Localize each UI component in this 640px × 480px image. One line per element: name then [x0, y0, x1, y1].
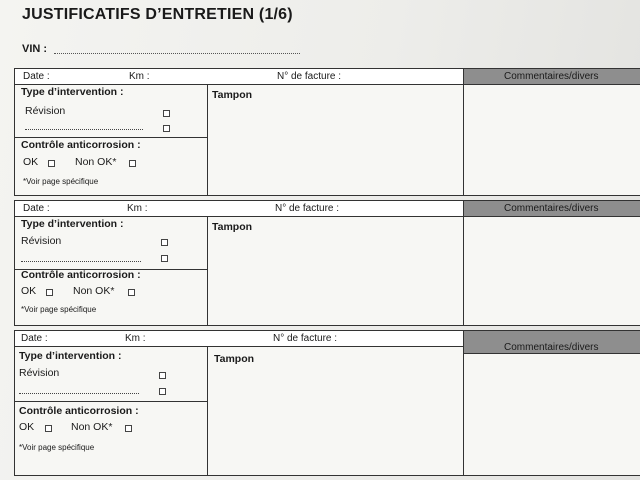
- anticorrosion-label: Contrôle anticorrosion :: [21, 139, 141, 151]
- intervention-section: [15, 85, 208, 195]
- intervention-type-box: [15, 217, 207, 270]
- intervention-label: Type d’intervention :: [21, 86, 124, 98]
- comments-header: [463, 69, 640, 85]
- stamp-label: Tampon: [212, 221, 253, 233]
- date-label: Date :: [23, 203, 50, 214]
- nonok-checkbox[interactable]: [129, 160, 136, 167]
- note-label: *Voir page spécifique: [23, 177, 99, 186]
- ok-checkbox[interactable]: [46, 289, 53, 296]
- stamp-area[interactable]: [208, 217, 464, 325]
- km-label: Km :: [127, 203, 148, 214]
- other-intervention-field[interactable]: [25, 129, 143, 130]
- nonok-label: Non OK*: [73, 285, 115, 297]
- maintenance-record-1: [14, 68, 640, 196]
- revision-label: Révision: [25, 105, 66, 117]
- comments-area[interactable]: [464, 347, 640, 475]
- date-label: Date :: [21, 333, 48, 344]
- vin-label: VIN :: [22, 43, 48, 55]
- revision-label: Révision: [21, 235, 62, 247]
- ok-label: OK: [23, 156, 39, 168]
- revision-checkbox[interactable]: [163, 110, 170, 117]
- other-intervention-checkbox[interactable]: [163, 125, 170, 132]
- comments-area[interactable]: [464, 85, 640, 195]
- intervention-label: Type d’intervention :: [21, 218, 124, 230]
- other-intervention-checkbox[interactable]: [161, 255, 168, 262]
- record-header: [15, 331, 463, 347]
- revision-label: Révision: [19, 367, 60, 379]
- km-label: Km :: [125, 333, 146, 344]
- record-header: [15, 201, 463, 217]
- maintenance-record-3: [14, 330, 640, 476]
- record-header: [15, 69, 463, 85]
- comments-label: Commentaires/divers: [504, 342, 599, 353]
- intervention-label: Type d’intervention :: [19, 350, 122, 362]
- invoice-label: N° de facture :: [277, 71, 342, 82]
- comments-label: Commentaires/divers: [504, 71, 599, 82]
- anticorrosion-label: Contrôle anticorrosion :: [21, 269, 141, 281]
- invoice-label: N° de facture :: [275, 203, 340, 214]
- intervention-type-box: [15, 347, 207, 402]
- ok-label: OK: [19, 421, 35, 433]
- nonok-label: Non OK*: [75, 156, 117, 168]
- vin-field[interactable]: [54, 53, 300, 54]
- comments-area[interactable]: [464, 217, 640, 325]
- ok-checkbox[interactable]: [45, 425, 52, 432]
- nonok-label: Non OK*: [71, 421, 113, 433]
- nonok-checkbox[interactable]: [128, 289, 135, 296]
- revision-checkbox[interactable]: [161, 239, 168, 246]
- stamp-label: Tampon: [212, 89, 253, 101]
- comments-label: Commentaires/divers: [504, 203, 599, 214]
- intervention-section: [15, 217, 208, 325]
- other-intervention-field[interactable]: [19, 393, 139, 394]
- ok-label: OK: [21, 285, 37, 297]
- date-label: Date :: [23, 71, 50, 82]
- other-intervention-checkbox[interactable]: [159, 388, 166, 395]
- intervention-section: [15, 347, 208, 475]
- nonok-checkbox[interactable]: [125, 425, 132, 432]
- stamp-area[interactable]: [208, 85, 464, 195]
- note-label: *Voir page spécifique: [21, 305, 97, 314]
- stamp-label: Tampon: [214, 353, 255, 365]
- anticorrosion-label: Contrôle anticorrosion :: [19, 405, 139, 417]
- intervention-type-box: [15, 85, 207, 138]
- ok-checkbox[interactable]: [48, 160, 55, 167]
- note-label: *Voir page spécifique: [19, 443, 95, 452]
- km-label: Km :: [129, 71, 150, 82]
- stamp-area[interactable]: [208, 347, 464, 475]
- other-intervention-field[interactable]: [21, 261, 141, 262]
- invoice-label: N° de facture :: [273, 333, 338, 344]
- comments-header: [463, 201, 640, 217]
- revision-checkbox[interactable]: [159, 372, 166, 379]
- maintenance-record-2: [14, 200, 640, 326]
- page-title: JUSTIFICATIFS D’ENTRETIEN (1/6): [22, 6, 293, 23]
